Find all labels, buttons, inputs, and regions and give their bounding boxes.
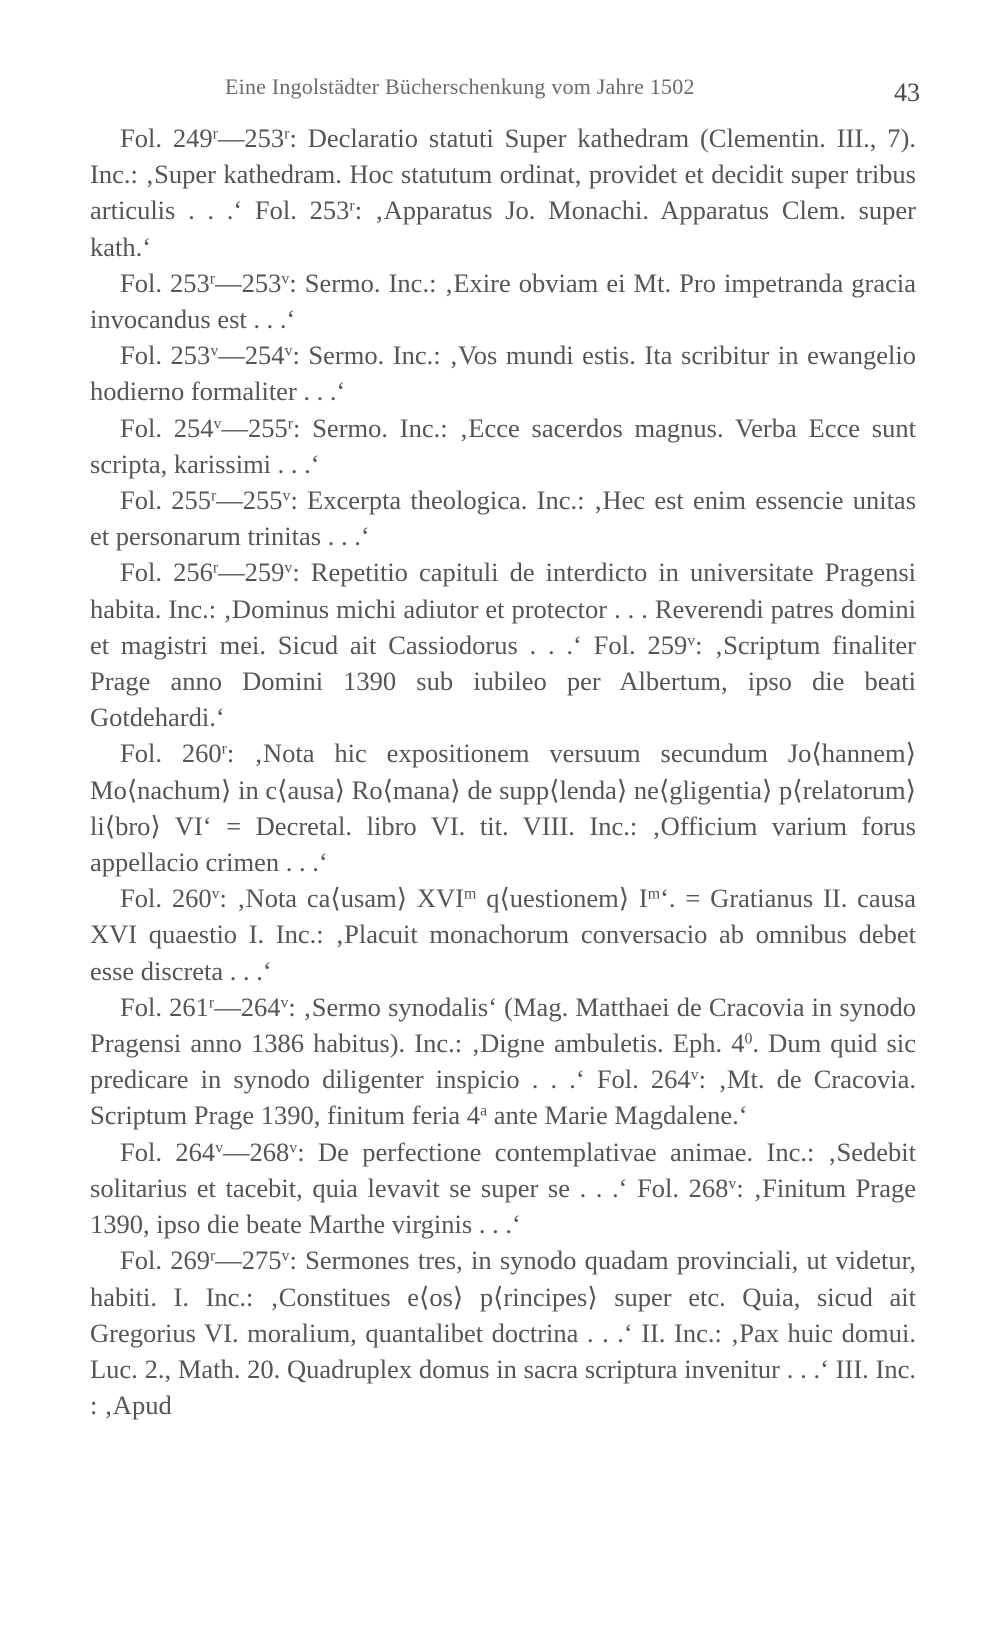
catalog-entry: Fol. 253$^v$—254$^v$: Sermo. Inc.: ‚Vos mundi estis. Ita scribitur in ewangelio hodierno formaliter . . .‘ <box>90 340 917 407</box>
catalog-entry: Fol. 261$^r$—264$^v$: ‚Sermo synodalis‘ (Mag. Matthaei de Cracovia in synodo Pragensi anno 1386 habitus). Inc.: ‚Digne ambuletis. Eph. $4^0$. Dum quid sic predicare in synodo diligenter inspicio . . .‘ Fol. 264$^v$: ‚Mt. de Cracovia. Scriptum Prage 1390, finitum feria 4$^a$ ante Marie Magdalene.‘ <box>90 991 916 1131</box>
catalog-entry: Fol. 254$^v$—255$^r$: Sermo. Inc.: ‚Ecce sacerdos magnus. Verba Ecce sunt scripta, karissimi . . .‘ <box>90 412 916 479</box>
catalog-entry: Fol. 255$^r$—255$^v$: Excerpta theologica. Inc.: ‚Hec est enim essencie unitas et personarum trinitas . . .‘ <box>90 485 917 552</box>
body-text <box>90 120 916 1423</box>
catalog-entry: Fol. 264$^v$—268$^v$: De perfectione contemplativae animae. Inc.: ‚Sedebit solitarius et tacebit, quia levavit se super se . . .‘ Fol. 268$^v$: ‚Finitum Prage 1390, ipso die beate Marthe virginis . . .‘ <box>90 1136 916 1240</box>
catalog-entry: Fol. 260$^v$: ‚Nota ca⟨usam⟩ XVI$^m$ q⟨uestionem⟩ $I^m‘$. = Gratianus II. causa XVI quaestio I. Inc.: ‚Placuit monachorum conversacio ab omnibus debet esse discreta . . .‘ <box>90 883 917 986</box>
catalog-entry: Fol. 260$^r$: ‚Nota hic expositionem versuum secundum Jo⟨hannem⟩ Mo⟨nachum⟩ in c⟨ausa⟩ Ro⟨mana⟩ de supp⟨lenda⟩ ne⟨gligentia⟩ p⟨relatorum⟩ li⟨bro⟩ VI‘ = Decretal. libro VI. tit. VIII. Inc.: ‚Officium varium forus appellacio crimen . . .‘ <box>90 738 916 878</box>
page-number: 43 <box>894 78 920 107</box>
catalog-entry: Fol. 269$^r$—275$^v$: Sermones tres, in synodo quadam provinciali, ut videtur, habiti. I. Inc.: ‚Constitues e⟨os⟩ p⟨rincipes⟩ super etc. Quia, sicud ait Gregorius VI. moralium, quantalibet doctrina . . .‘ II. Inc.: ‚Pax huic domui. Luc. 2., Math. 20. Quadruplex domus in sacra scriptura invenitur . . .‘ III. Inc. : ‚Apud <box>90 1245 916 1421</box>
catalog-entry: Fol. 253$^r$—253$^v$: Sermo. Inc.: ‚Exire obviam ei Mt. Pro impetranda gracia invocandus est . . .‘ <box>90 267 916 335</box>
catalog-entry: Fol. 256$^r$—259$^v$: Repetitio capituli de interdicto in universitate Pragensi habita. Inc.: ‚Dominus michi adiutor et protector . . . Reverendi patres domini et magistri mei. Sicud ait Cassiodorus . . .‘ Fol. 259$^v$: ‚Scriptum finaliter Prage anno Domini 1390 sub iubileo per Albertum, ipso die beati Gotdehardi.‘ <box>90 557 917 733</box>
running-head: Eine Ingolstädter Bücherschenkung vom Jahre 1502 <box>225 74 695 99</box>
catalog-entry: Fol. 249$^r$—253$^r$: Declaratio statuti Super kathedram (Clementin. III., 7). Inc.: ‚Super kathedram. Hoc statutum ordinat, providet et decidit super tribus articulis . . .‘ Fol. 253$^r$: ‚Apparatus Jo. Monachi. Apparatus Clem. super kath.‘ <box>90 123 916 262</box>
